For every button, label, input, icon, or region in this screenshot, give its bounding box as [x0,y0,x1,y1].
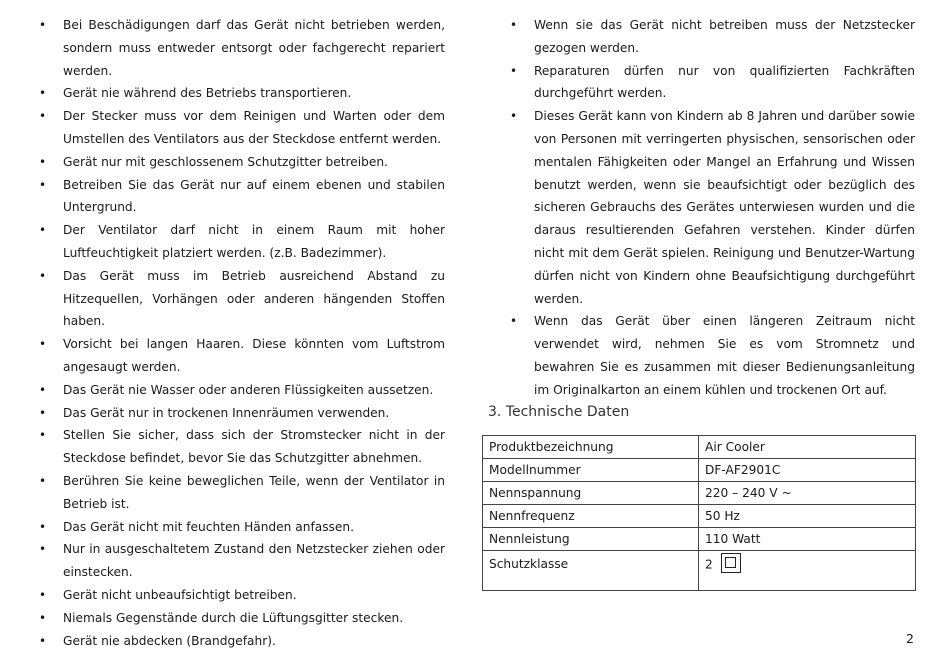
bullet-icon: • [39,223,47,238]
list-item: • Vorsicht bei langen Haaren. Diese könnten vom Luftstrom angesaugt werden. [37,333,445,379]
bullet-icon: • [39,337,47,352]
list-item: • Das Gerät nie Wasser oder anderen Flüssigkeiten aussetzen. [37,379,445,402]
bullet-icon: • [39,382,47,397]
bullet-icon: • [510,63,518,78]
spec-label: Nennspannung [483,482,699,505]
bullet-icon: • [39,177,47,192]
table-row [483,436,916,459]
left-column [37,0,445,652]
section-heading: 3. Technische Daten [488,404,630,420]
list-item: • Berühren Sie keine beweglichen Teile, wenn der Ventilator in Betrieb ist. [37,470,445,516]
list-item: • Gerät nie abdecken (Brandgefahr). [37,630,445,652]
spec-value: 220 – 240 V ~ [699,482,916,505]
list-item: • Das Gerät muss im Betrieb ausreichend Abstand zu Hitzequellen, Vorhängen oder anderen hängenden Stoffen haben. [37,265,445,333]
bullet-icon: • [39,405,47,420]
list-item: • Gerät nie während des Betriebs transportieren. [37,82,445,105]
list-item: • Der Ventilator darf nicht in einem Raum mit hoher Luftfeuchtigkeit platziert werden. (z.B. Badezimmer). [37,219,445,265]
spec-value: Air Cooler [699,436,916,459]
safety-instructions-list [37,0,445,652]
spec-label: Nennfrequenz [483,505,699,528]
bullet-icon: • [39,587,47,602]
right-column [508,0,915,402]
list-item: • Der Stecker muss vor dem Reinigen und Warten oder dem Umstellen des Ventilators aus der Steckdose entfernt werden. [37,105,445,151]
bullet-icon: • [510,18,518,32]
bullet-icon: • [39,86,47,101]
bullet-icon: • [39,109,47,124]
list-item: • Betreiben Sie das Gerät nur auf einem ebenen und stabilen Untergrund. [37,174,445,220]
list-item: • Niemals Gegenstände durch die Lüftungsgitter stecken. [37,607,445,630]
table-row [483,482,916,505]
bullet-icon: • [39,18,47,32]
list-item: • Das Gerät nicht mit feuchten Händen anfassen. [37,516,445,539]
spec-label: Schutzklasse [483,551,699,591]
bullet-icon: • [39,473,47,488]
bullet-icon: • [39,268,47,283]
list-item: • Dieses Gerät kann von Kindern ab 8 Jahren und darüber sowie von Personen mit verringerten physischen, sensorischen oder mentalen Fähigkeiten oder Mangel an Erfahrung und Wissen benutzt werden, wenn sie beaufsichtigt oder bezüglich des sicheren Gebrauchs des Gerätes unterwiesen wurden und die daraus resultierenden Gefahren verstehen. Kinder dürfen nicht mit dem Gerät spielen. Reinigung und Benutzer-Wartung dürfen nicht von Kindern ohne Beaufsichtigung durchgeführt werden. [508,105,915,310]
bullet-icon: • [39,428,47,443]
table-row [483,551,916,591]
protection-class-2-icon [721,553,741,573]
list-item: • Gerät nur mit geschlossenem Schutzgitter betreiben. [37,151,445,174]
technical-data-table [482,435,916,591]
spec-value: 110 Watt [699,528,916,551]
table-row [483,459,916,482]
bullet-icon: • [39,519,47,534]
table-row [483,528,916,551]
page-number: 2 [906,631,914,646]
safety-instructions-list-continued [508,0,915,402]
bullet-icon: • [510,109,518,124]
bullet-icon: • [39,154,47,169]
list-item: • Wenn sie das Gerät nicht betreiben muss der Netzstecker gezogen werden. [508,14,915,60]
bullet-icon: • [39,610,47,625]
spec-label: Nennleistung [483,528,699,551]
spec-label: Produktbezeichnung [483,436,699,459]
bullet-icon: • [510,314,518,329]
spec-value: DF-AF2901C [699,459,916,482]
list-item: • Nur in ausgeschaltetem Zustand den Netzstecker ziehen oder einstecken. [37,538,445,584]
table-row [483,505,916,528]
list-item: • Stellen Sie sicher, dass sich der Stromstecker nicht in der Steckdose befindet, bevor Sie das Schutzgitter abnehmen. [37,424,445,470]
spec-value-cell [699,551,916,591]
spec-value: 50 Hz [699,505,916,528]
list-item: • Reparaturen dürfen nur von qualifizierten Fachkräften durchgeführt werden. [508,60,915,106]
list-item: • Das Gerät nur in trockenen Innenräumen verwenden. [37,402,445,425]
spec-label: Modellnummer [483,459,699,482]
spec-value: 2 [705,557,713,572]
bullet-icon: • [39,542,47,557]
bullet-icon: • [39,633,47,648]
list-item: • Gerät nicht unbeaufsichtigt betreiben. [37,584,445,607]
list-item: • Bei Beschädigungen darf das Gerät nicht betrieben werden, sondern muss entweder entsorgt oder fachgerecht repariert werden. [37,14,445,82]
list-item: • Wenn das Gerät über einen längeren Zeitraum nicht verwendet wird, nehmen Sie es vom Stromnetz und bewahren Sie es zusammen mit dieser Bedienungsanleitung im Originalkarton an einem kühlen und trockenen Ort auf. [508,310,915,401]
